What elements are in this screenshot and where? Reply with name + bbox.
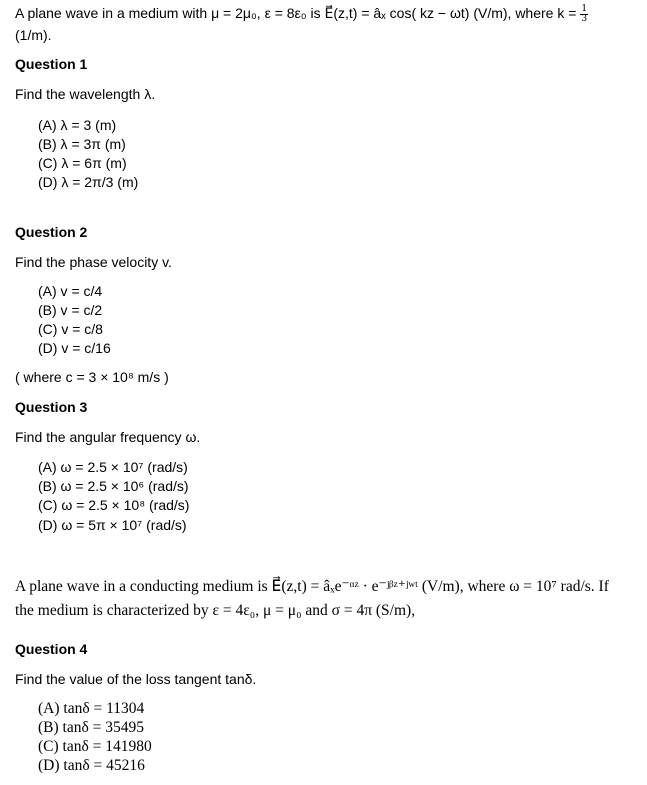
question-4-title: Question 4 — [15, 641, 88, 657]
q2-option-a[interactable]: (A) v = c/4 — [38, 283, 103, 299]
question-3-prompt: Find the angular frequency ω. — [15, 429, 201, 445]
k-numerator: 1 — [581, 3, 588, 14]
intro1-line2: (1/m). — [15, 27, 52, 43]
question-1-title: Question 1 — [15, 56, 88, 72]
q3-option-d[interactable]: (D) ω = 5π × 10⁷ (rad/s) — [38, 517, 187, 533]
q1-option-b[interactable]: (B) λ = 3π (m) — [38, 136, 126, 152]
q2-note: ( where c = 3 × 10⁸ m/s ) — [15, 369, 169, 385]
question-2-title: Question 2 — [15, 224, 88, 240]
question-1-prompt: Find the wavelength λ. — [15, 86, 156, 102]
question-4-prompt: Find the value of the loss tangent tanδ. — [15, 671, 257, 687]
intro1-line1 — [15, 4, 588, 24]
q1-option-a[interactable]: (A) λ = 3 (m) — [38, 117, 117, 133]
intro2-line1: A plane wave in a conducting medium is E⃗(z,t) = âₓe⁻ᵅᶻ · e⁻ʲᵝᶻ⁺ʲʷᵗ (V/m), where ω = 10⁷ rad/s. If — [15, 578, 609, 595]
q3-option-b[interactable]: (B) ω = 2.5 × 10⁶ (rad/s) — [38, 478, 189, 494]
q2-option-d[interactable]: (D) v = c/16 — [38, 340, 111, 356]
k-denominator: 3 — [581, 13, 588, 24]
q1-option-d[interactable]: (D) λ = 2π/3 (m) — [38, 174, 139, 190]
k-fraction — [580, 5, 588, 24]
q1-option-c[interactable]: (C) λ = 6π (m) — [38, 155, 127, 171]
q3-option-c[interactable]: (C) ω = 2.5 × 10⁸ (rad/s) — [38, 497, 190, 513]
intro2-line2: the medium is characterized by ε = 4ε₀, μ = μ₀ and σ = 4π (S/m), — [15, 602, 416, 619]
q2-option-b[interactable]: (B) v = c/2 — [38, 302, 103, 318]
q2-option-c[interactable]: (C) v = c/8 — [38, 321, 103, 337]
question-3-title: Question 3 — [15, 399, 88, 415]
q4-option-a[interactable]: (A) tanδ = 11304 — [38, 700, 145, 717]
q4-option-d[interactable]: (D) tanδ = 45216 — [38, 757, 145, 774]
q4-option-c[interactable]: (C) tanδ = 141980 — [38, 738, 152, 755]
intro1-line1-text: A plane wave in a medium with μ = 2μ₀, ε = 8ε₀ is E⃗(z,t) = âₓ cos( kz − ωt) (V/m), where k = — [15, 5, 577, 21]
q3-option-a[interactable]: (A) ω = 2.5 × 10⁷ (rad/s) — [38, 459, 188, 475]
q4-option-b[interactable]: (B) tanδ = 35495 — [38, 719, 145, 736]
question-2-prompt: Find the phase velocity v. — [15, 254, 172, 270]
